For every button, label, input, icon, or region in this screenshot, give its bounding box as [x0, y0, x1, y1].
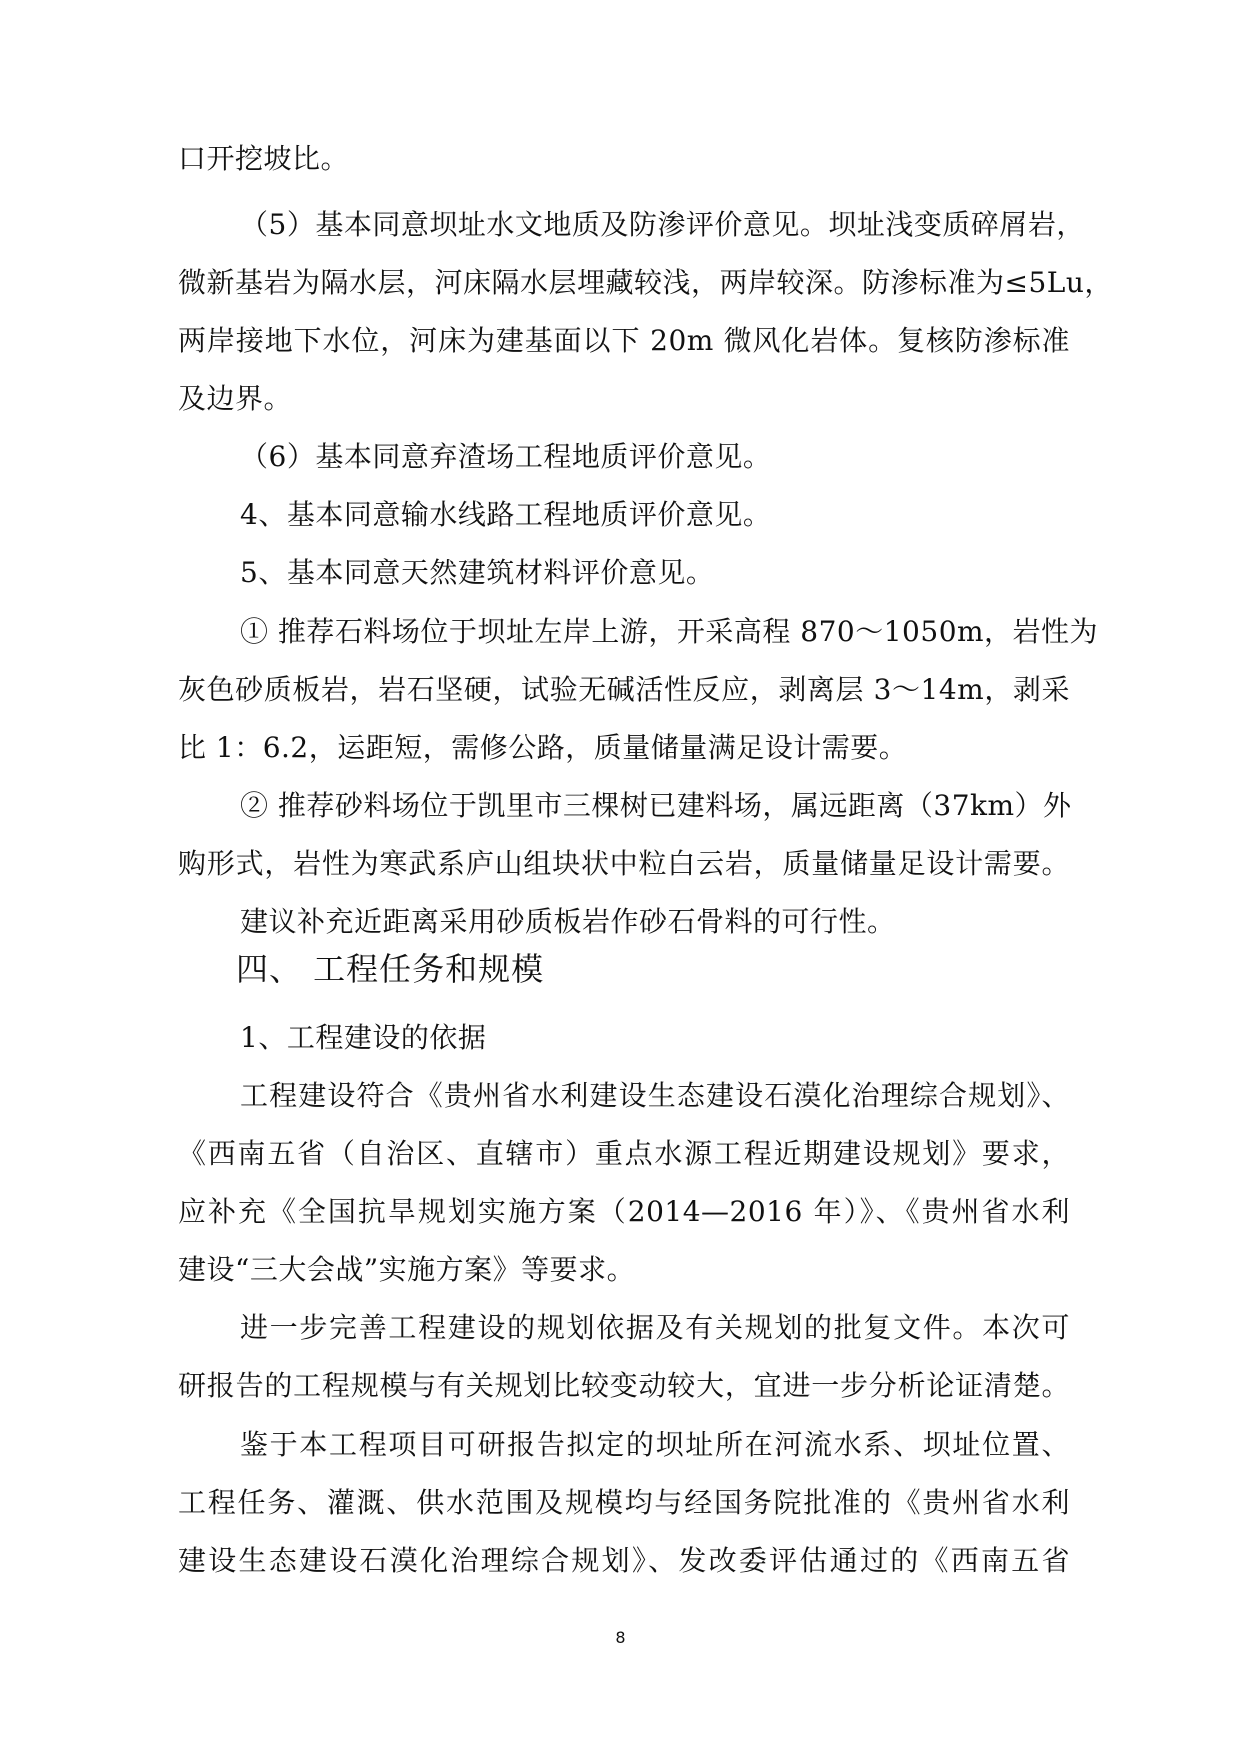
text-line: 工程建设符合《贵州省水利建设生态建设石漠化治理综合规划》、: [240, 1079, 1070, 1112]
text-line: 及边界。: [178, 382, 293, 415]
text-line: 两岸接地下水位，河床为建基面以下 20m 微风化岩体。复核防渗标准: [178, 324, 1070, 357]
text-line: ② 推荐砂料场位于凯里市三棵树已建料场，属远距离（37km）外: [240, 789, 1072, 822]
text-line: 《西南五省（自治区、直辖市）重点水源工程近期建设规划》要求，: [178, 1137, 1070, 1170]
text-line: 进一步完善工程建设的规划依据及有关规划的批复文件。本次可: [240, 1311, 1070, 1344]
text-line: 鉴于本工程项目可研报告拟定的坝址所在河流水系、坝址位置、: [240, 1428, 1070, 1461]
text-line: 4、基本同意输水线路工程地质评价意见。: [240, 498, 772, 531]
text-line: 购形式，岩性为寒武系庐山组块状中粒白云岩，质量储量足设计需要。: [178, 847, 1070, 880]
text-line: 建议补充近距离采用砂质板岩作砂石骨料的可行性。: [240, 905, 896, 938]
text-line: ① 推荐石料场位于坝址左岸上游，开采高程 870～1050m，岩性为: [240, 615, 1099, 648]
text-line: 灰色砂质板岩，岩石坚硬，试验无碱活性反应，剥离层 3～14m，剥采: [178, 673, 1070, 706]
text-line: 比 1：6.2，运距短，需修公路，质量储量满足设计需要。: [178, 731, 908, 764]
text-line: 口开挖坡比。: [178, 142, 350, 175]
text-line: 工程任务、灌溉、供水范围及规模均与经国务院批准的《贵州省水利: [178, 1486, 1070, 1519]
section-heading: 四、 工程任务和规模: [236, 950, 545, 988]
text-line: 研报告的工程规模与有关规划比较变动较大，宜进一步分析论证清楚。: [178, 1369, 1070, 1402]
text-line: 建设“三大会战”实施方案》等要求。: [178, 1253, 636, 1286]
text-line: 建设生态建设石漠化治理综合规划》、发改委评估通过的《西南五省: [178, 1544, 1070, 1577]
text-line: 微新基岩为隔水层，河床隔水层埋藏较浅，两岸较深。防渗标准为≤5Lu，: [178, 266, 1113, 299]
text-line: 1、工程建设的依据: [240, 1021, 487, 1054]
text-line: （6）基本同意弃渣场工程地质评价意见。: [240, 440, 772, 473]
text-line: 5、基本同意天然建筑材料评价意见。: [240, 556, 715, 589]
text-line: 应补充《全国抗旱规划实施方案（2014—2016 年）》、《贵州省水利: [178, 1195, 1070, 1228]
text-line: （5）基本同意坝址水文地质及防渗评价意见。坝址浅变质碎屑岩，: [240, 208, 1085, 241]
page-number: 8: [615, 1628, 626, 1647]
